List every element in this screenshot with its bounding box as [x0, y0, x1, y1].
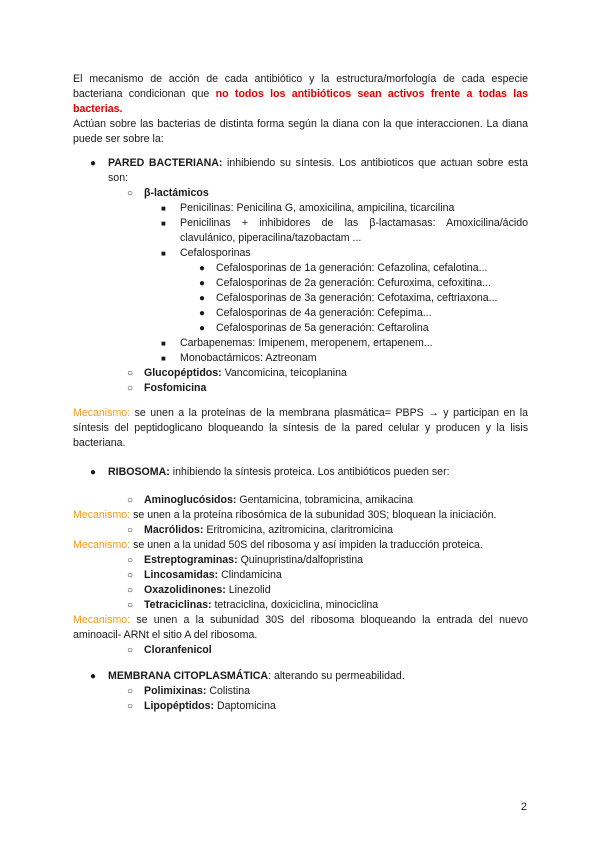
- tetraciclinas-item: ○ Tetraciclinas: tetraciclina, doxiciclina, minociclina: [127, 599, 379, 611]
- circle-bullet-icon: ○: [127, 495, 134, 506]
- list-item: ● Cefalosporinas de 4a generación: Cefepima...: [199, 307, 432, 319]
- pared-item: [73, 156, 528, 186]
- ribosoma-mechanism-3: Mecanismo: se unen a la subunidad 30S del ribosoma bloqueando la entrada del nuevo aminoacil- ARNt el sitio A del ribosoma.: [73, 614, 528, 641]
- square-bullet-icon: ■: [161, 339, 166, 348]
- macrolidos-item: ○ Macrólidos: Eritromicina, azitromicina, claritromicina: [127, 524, 394, 536]
- ribosoma-mechanism-2: Mecanismo: se unen a la unidad 50S del ribosoma y así impiden la traducción proteica.: [73, 539, 483, 551]
- oxazolidinones-item: ○ Oxazolidinones: Linezolid: [127, 584, 271, 596]
- aminoglucosidos-item: ○ Aminoglucósidos: Gentamicina, tobramicina, amikacina: [127, 494, 414, 506]
- membrana-item: ● MEMBRANA CITOPLASMÁTICA: alterando su permeabilidad.: [90, 670, 405, 682]
- glucopeptidos-item: ○ Glucopéptidos: Vancomicina, teicoplanina: [127, 367, 347, 379]
- bullet-icon: ●: [199, 293, 206, 304]
- bullet-icon: ●: [199, 263, 206, 274]
- circle-bullet-icon: ○: [127, 585, 134, 596]
- bullet-icon: ●: [199, 308, 206, 319]
- monobactamicos-item: ■ Monobactámicos: Aztreonam: [161, 352, 317, 364]
- circle-bullet-icon: ○: [127, 525, 134, 536]
- ribosoma-item: ● RIBOSOMA: inhibiendo la síntesis proteica. Los antibióticos pueden ser:: [90, 466, 450, 478]
- intro-paragraph-2: Actúan sobre las bacterias de distinta forma según la diana con la que interaccionen. La diana puede ser sobre la:: [73, 118, 528, 145]
- estreptograminas-item: ○ Estreptograminas: Quinupristina/dalfopristina: [127, 554, 364, 566]
- intro-paragraph-1: [73, 72, 528, 117]
- pared-mechanism: Mecanismo: se unen a la proteínas de la membrana plasmática= PBPS → y participan en la síntesis del peptidoglicano bloqueando la síntesis de la pared celular y producen y la lisis bacteriana.: [73, 407, 528, 449]
- bullet-icon: ●: [199, 278, 206, 289]
- ribosoma-mechanism-1: Mecanismo: se unen a la proteína ribosómica de la subunidad 30S; bloquean la iniciación.: [73, 509, 497, 521]
- mechanism-label: Mecanismo:: [73, 407, 131, 419]
- carbapenemas-item: ■ Carbapenemas: Imipenem, meropenem, ertapenem...: [161, 337, 433, 349]
- list-item: ● Cefalosporinas de 5a generación: Ceftarolina: [199, 322, 429, 334]
- bullet-icon: ●: [90, 671, 97, 682]
- penicilinas-inhib-item: ■ Penicilinas + inhibidores de las β-lactamasas: Amoxicilina/ácido clavulánico, piperacilina/tazobactam ...: [161, 217, 528, 244]
- list-item: ● Cefalosporinas de 3a generación: Cefotaxima, ceftriaxona...: [199, 292, 498, 304]
- polimixinas-item: ○ Polimixinas: Colistina: [127, 685, 250, 697]
- cefalosporinas-item: ■ Cefalosporinas: [161, 247, 251, 259]
- circle-bullet-icon: ○: [127, 600, 134, 611]
- pared-title: PARED BACTERIANA:: [108, 157, 223, 169]
- circle-bullet-icon: ○: [127, 383, 134, 394]
- list-item: ● Cefalosporinas de 2a generación: Cefuroxima, cefoxitina...: [199, 277, 492, 289]
- bullet-icon: ●: [90, 467, 97, 478]
- square-bullet-icon: ■: [161, 204, 166, 213]
- fosfomicina-item: ○ Fosfomicina: [127, 382, 207, 394]
- penicilinas-item: ■ Penicilinas: Penicilina G, amoxicilina, ampicilina, ticarcilina: [161, 202, 455, 214]
- beta-title: β-lactámicos: [144, 187, 209, 199]
- circle-bullet-icon: ○: [127, 701, 134, 712]
- page-number: 2: [520, 801, 527, 813]
- square-bullet-icon: ■: [161, 219, 166, 228]
- pared-desc: inhibiendo su síntesis. Los antibioticos que actuan sobre esta son:: [108, 157, 528, 184]
- intro-text: El mecanismo de acción de cada antibiótico y la estructura/morfología de cada especie bacteriana condicionan que: [73, 73, 528, 100]
- list-item: ● Cefalosporinas de 1a generación: Cefazolina, cefalotina...: [199, 262, 488, 274]
- square-bullet-icon: ■: [161, 354, 166, 363]
- bullet-icon: ●: [90, 158, 97, 169]
- document-body: [73, 72, 528, 714]
- mechanism-label: Mecanismo:: [73, 509, 131, 521]
- mechanism-label: Mecanismo:: [73, 539, 131, 551]
- square-bullet-icon: ■: [161, 249, 166, 258]
- lipopeptidos-item: ○ Lipopéptidos: Daptomicina: [127, 700, 276, 712]
- circle-bullet-icon: ○: [127, 570, 134, 581]
- mechanism-label: Mecanismo:: [73, 614, 131, 626]
- membrana-title: MEMBRANA CITOPLASMÁTICA: [108, 670, 269, 682]
- ribosoma-title: RIBOSOMA:: [108, 466, 170, 478]
- circle-bullet-icon: ○: [127, 555, 134, 566]
- circle-bullet-icon: ○: [127, 645, 134, 656]
- intro-highlight: no todos los antibióticos sean activos frente a todas las bacterias.: [73, 88, 528, 115]
- lincosamidas-item: ○ Lincosamidas: Clindamicina: [127, 569, 282, 581]
- circle-bullet-icon: ○: [127, 188, 134, 199]
- bullet-icon: ●: [199, 323, 206, 334]
- circle-bullet-icon: ○: [127, 368, 134, 379]
- circle-bullet-icon: ○: [127, 686, 134, 697]
- cloranfenicol-item: ○ Cloranfenicol: [127, 644, 212, 656]
- beta-item: [73, 186, 528, 201]
